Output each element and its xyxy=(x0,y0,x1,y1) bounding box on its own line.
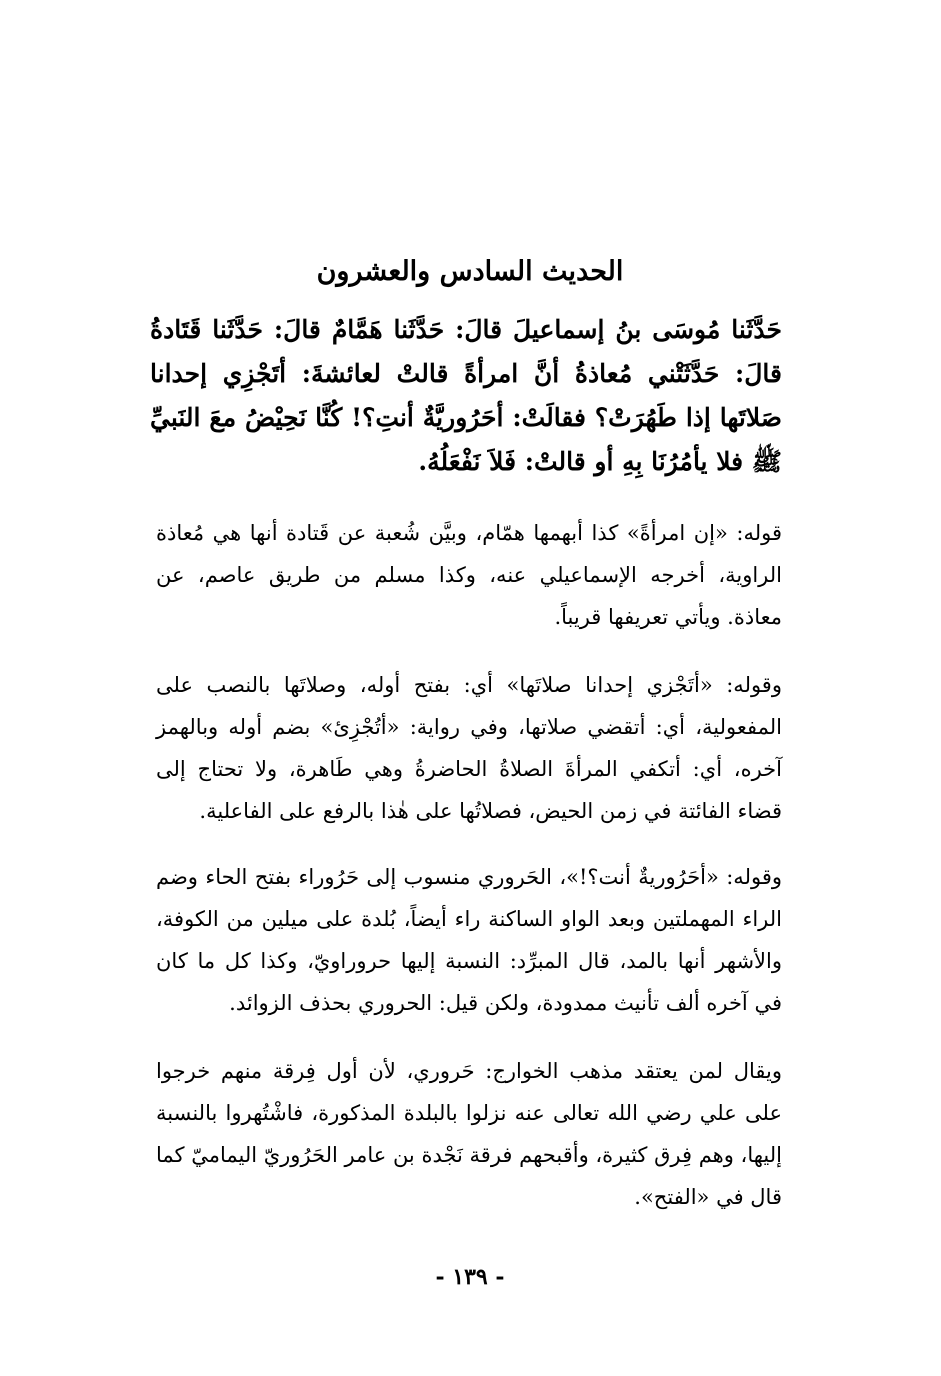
commentary-paragraph-3: وقوله: «أحَرُوريةٌ أنت؟!»، الحَروري منسوب إلى حَرُوراء بفتح الحاء وضم الراء المهملتين وبعد الواو الساكنة راء أيضاً، بُلدة على ميلين من الكوفة، والأشهر أنها بالمد، قال المبرِّد: النسبة إليها حروراويّ، وكذا كل ما كان في آخره ألف تأنيث ممدودة، ولكن قيل: الحروري بحذف الزوائد. xyxy=(156,865,782,1015)
hadith-text: حَدَّثَنا مُوسَى بنُ إسماعيلَ قالَ: حَدَّثَنا هَمَّامٌ قالَ: حَدَّثَنا قَتَادةُ قالَ: حَدَّثَتْني مُعاذةُ أنَّ امرأةً قالتْ لعائشةَ: أتَجْزِي إحدانا صَلاتَها إذا طَهُرَتْ؟ فقالَتْ: أحَرُوريَّةٌ أنتِ؟! كُنَّا نَحِيْضُ معَ النَبيِّ ﷺ فلا يأمُرُنَا بِهِ أو قالتْ: فَلاَ نَفْعَلُهُ. xyxy=(150,315,782,476)
section-title: الحديث السادس والعشرون xyxy=(316,256,624,287)
commentary-paragraph-2: وقوله: «أتَجْزي إحدانا صلاتَها» أي: بفتح أوله، وصلاتَها بالنصب على المفعولية، أي: أتقضي صلاتها، وفي رواية: «أتُجْزِئ» بضم أوله وبالهمز آخره، أي: أتكفي المرأةَ الصلاةُ الحاضرةُ وهي طَاهرة، ولا تحتاج إلى قضاء الفائتة في زمن الحيض، فصلاتُها على هٰذا بالرفع على الفاعلية. xyxy=(156,673,782,823)
page-number: - ١٣٩ - xyxy=(435,1264,505,1290)
commentary-paragraph-1: قوله: «إن امرأةً» كذا أبهمها همّام، وبيَّن شُعبة عن قَتادة أنها هي مُعاذة الراوية، أخرجه الإسماعيلي عنه، وكذا مسلم من طريق عاصم، عن معاذة. ويأتي تعريفها قريباً. xyxy=(156,521,782,629)
commentary-paragraph-4: ويقال لمن يعتقد مذهب الخوارج: حَروري، لأن أول فِرقة منهم خرجوا على علي رضي الله تعالى عنه نزلوا بالبلدة المذكورة، فاشْتُهروا بالنسبة إليها، وهم فِرق كثيرة، وأقبحهم فرقة نَجْدة بن عامر الحَرُوريّ اليماميّ كما قال في «الفتح». xyxy=(155,1059,782,1209)
